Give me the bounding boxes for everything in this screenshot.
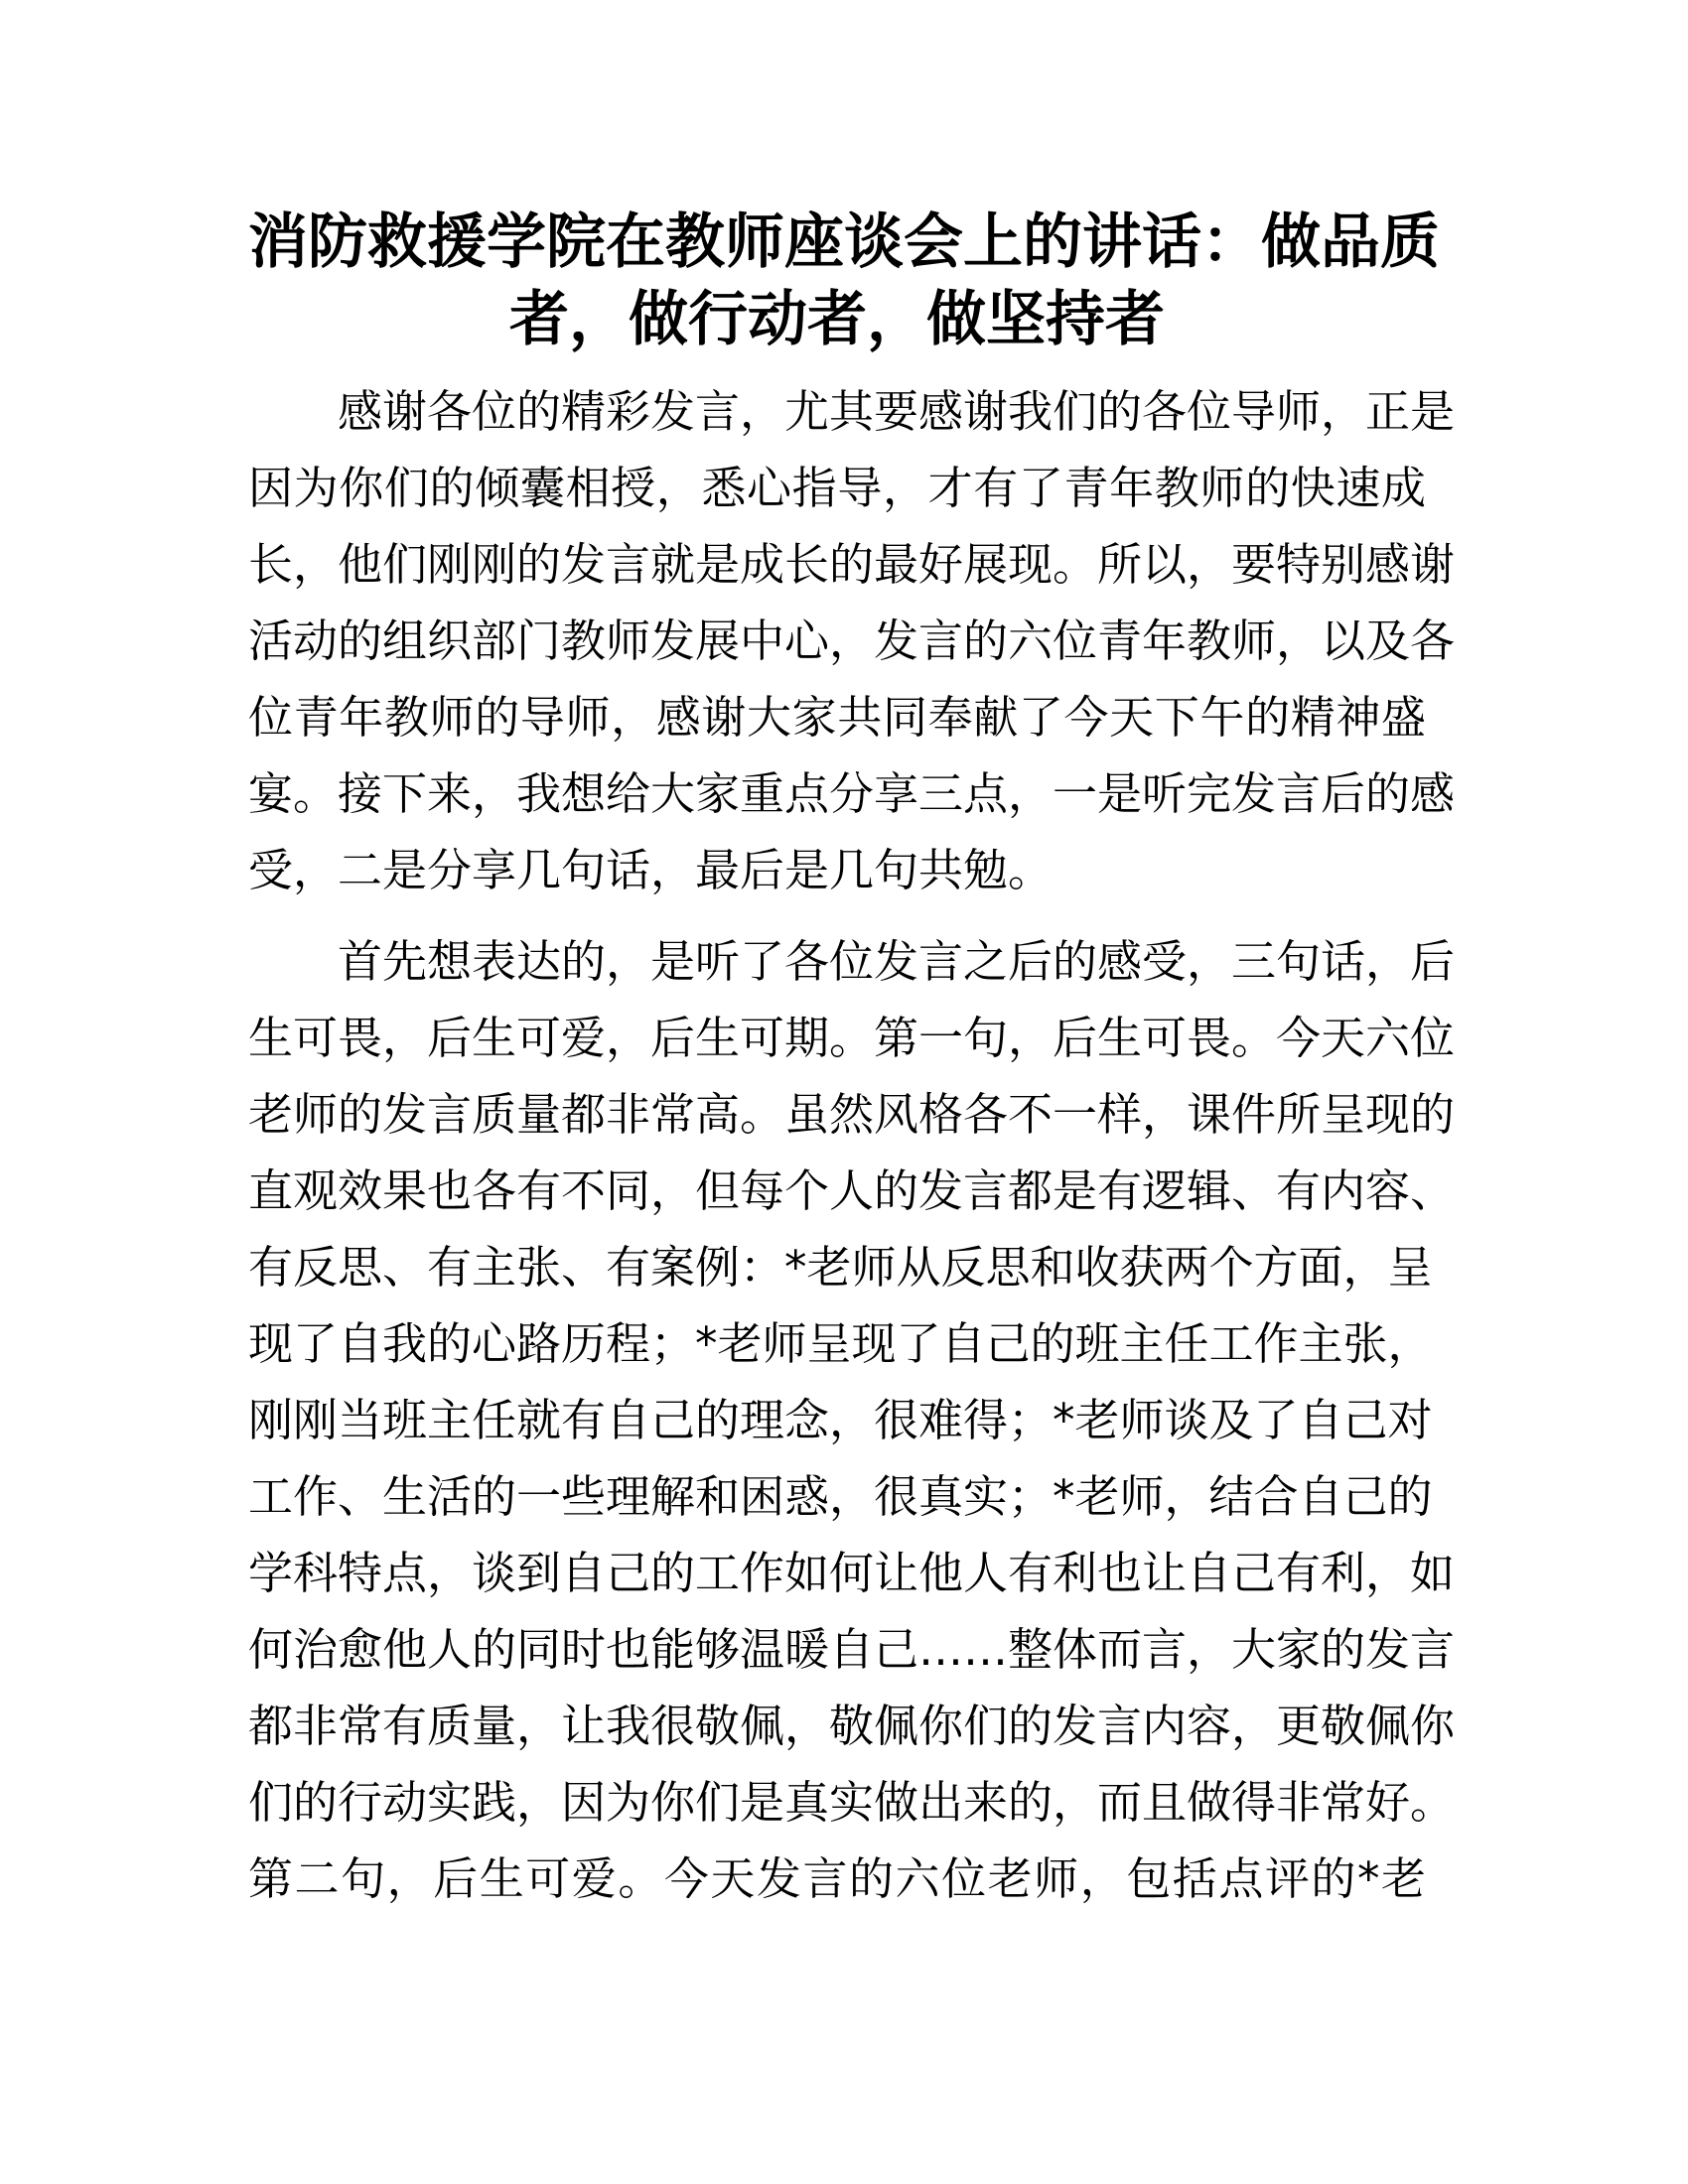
text-line: 何治愈他人的同时也能够温暖自己……整体而言，大家的发言	[248, 1623, 1456, 1676]
text-line: 首先想表达的，是听了各位发言之后的感受，三句话，后	[338, 935, 1456, 988]
text-line: 因为你们的倾囊相授，悉心指导，才有了青年教师的快速成	[248, 462, 1426, 514]
text-line: 都非常有质量，让我很敬佩，敬佩你们的发言内容，更敬佩你	[248, 1700, 1456, 1752]
text-line: 有反思、有主张、有案例：*老师从反思和收获两个方面，呈	[248, 1241, 1433, 1294]
paragraph-1	[248, 373, 1456, 908]
paragraph-2	[248, 923, 1456, 1917]
text-line: 直观效果也各有不同，但每个人的发言都是有逻辑、有内容、	[248, 1164, 1456, 1217]
text-line: 老师的发言质量都非常高。虽然风格各不一样，课件所呈现的	[248, 1088, 1456, 1141]
text-line: 受，二是分享几句话，最后是几句共勉。	[248, 844, 1054, 896]
document-body	[248, 373, 1456, 1917]
document-title	[248, 204, 1440, 358]
title-line-1: 消防救援学院在教师座谈会上的讲话：做品质	[248, 207, 1440, 277]
title-line-2: 者，做行动者，做坚持者	[509, 285, 1165, 354]
text-line: 工作、生活的一些理解和困惑，很真实；*老师，结合自己的	[248, 1470, 1433, 1523]
text-line: 宴。接下来，我想给大家重点分享三点，一是听完发言后的感	[248, 767, 1456, 820]
text-line: 生可畏，后生可爱，后生可期。第一句，后生可畏。今天六位	[248, 1012, 1456, 1064]
text-line: 们的行动实践，因为你们是真实做出来的，而且做得非常好。	[248, 1776, 1456, 1829]
text-line: 感谢各位的精彩发言，尤其要感谢我们的各位导师，正是	[338, 385, 1456, 438]
text-line: 学科特点，谈到自己的工作如何让他人有利也让自己有利，如	[248, 1547, 1456, 1599]
text-line: 位青年教师的导师，感谢大家共同奉献了今天下午的精神盛	[248, 691, 1426, 744]
text-line: 长，他们刚刚的发言就是成长的最好展现。所以，要特别感谢	[248, 538, 1456, 591]
text-line: 第二句，后生可爱。今天发言的六位老师，包括点评的*老	[248, 1852, 1426, 1905]
text-line: 刚刚当班主任就有自己的理念，很难得；*老师谈及了自己对	[248, 1394, 1433, 1446]
text-line: 现了自我的心路历程；*老师呈现了自己的班主任工作主张，	[248, 1317, 1433, 1370]
text-line: 活动的组织部门教师发展中心，发言的六位青年教师，以及各	[248, 614, 1456, 667]
